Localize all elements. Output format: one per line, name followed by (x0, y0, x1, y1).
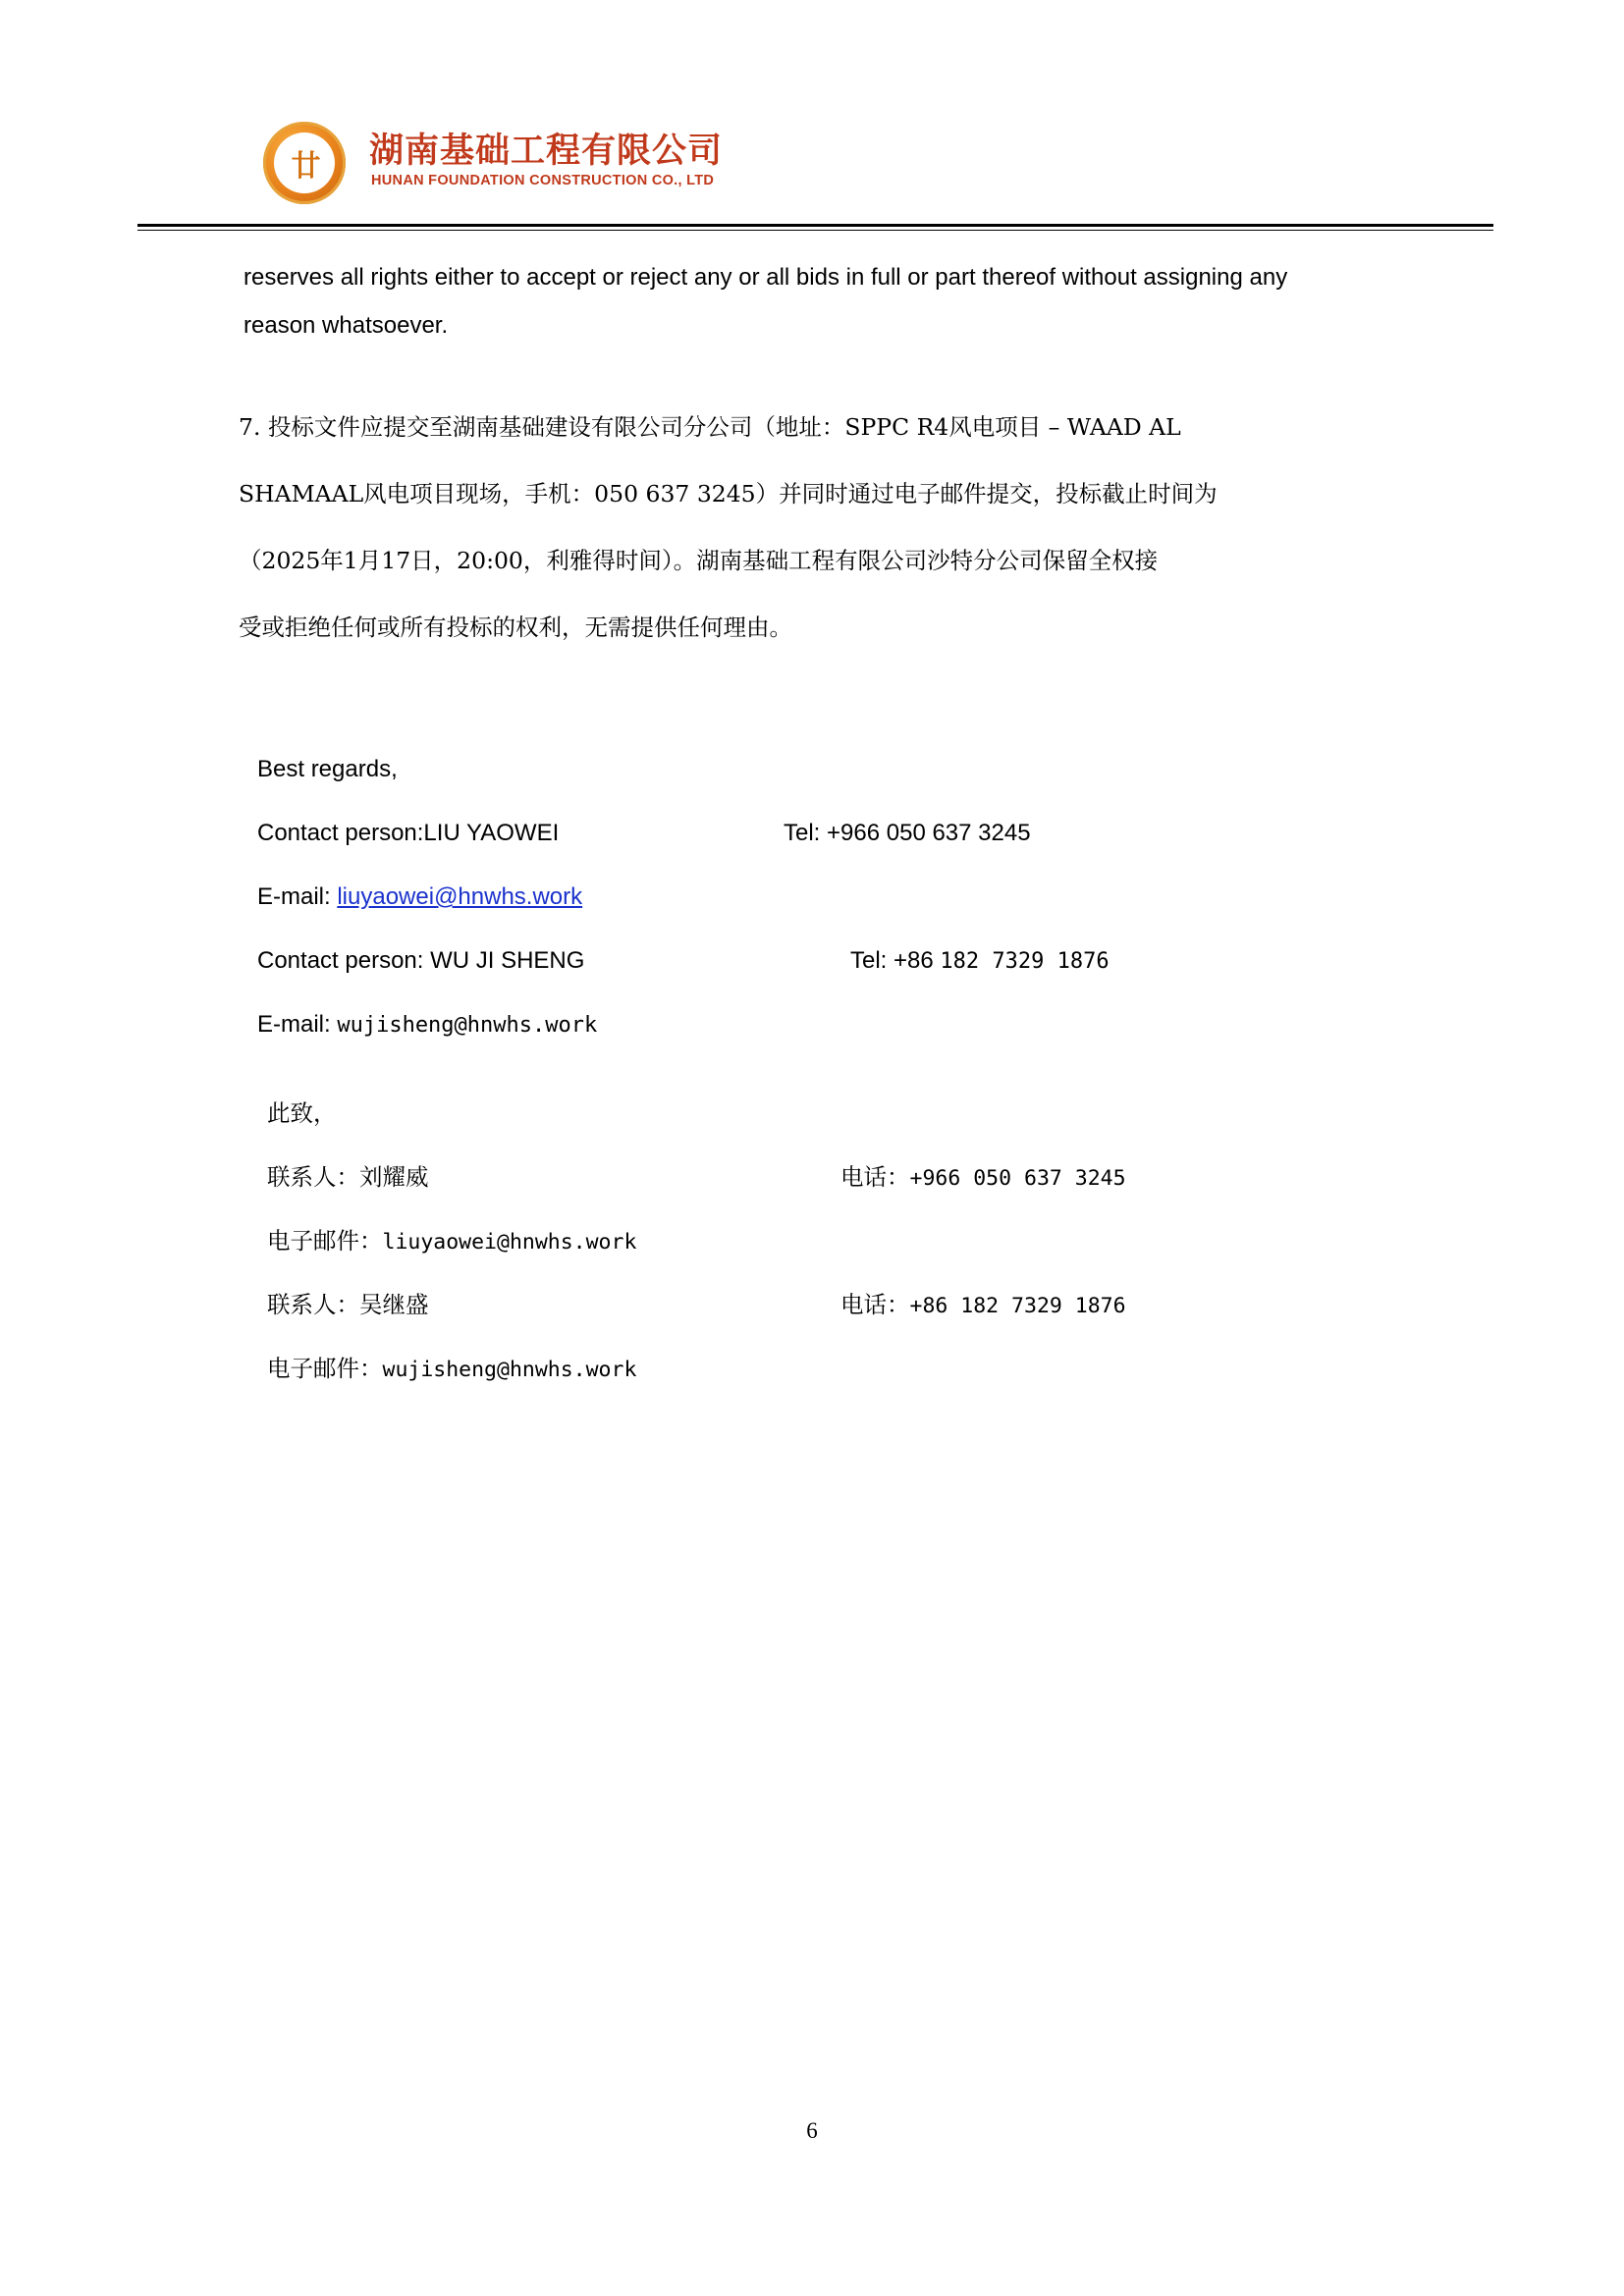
page-number: 6 (806, 2118, 818, 2143)
chinese-email-text-1: liuyaowei@hnwhs.work (382, 1230, 637, 1255)
english-paragraph-continuation: reserves all rights either to accept or reject any or all bids in full or part thereof without assigning any reason whatsoever. (244, 264, 1288, 339)
email-label-1: E-mail: (257, 883, 338, 910)
chinese-contact-person-1: 联系人：刘耀威 (267, 1163, 429, 1191)
chinese-email-label-1: 电子邮件： (267, 1227, 383, 1255)
contact-person-1: Contact person:LIU YAOWEI (257, 820, 560, 846)
contact-person-2-tel-number: 182 7329 1876 (940, 949, 1110, 974)
logo-glyph-icon: 廿 (291, 149, 318, 184)
email-link-liuyaowei[interactable]: liuyaowei@hnwhs.work (337, 883, 583, 910)
email-text-wujisheng: wujisheng@hnwhs.work (337, 1013, 598, 1038)
company-name-english: HUNAN FOUNDATION CONSTRUCTION CO., LTD (371, 173, 715, 188)
contact-person-1-email-row (257, 883, 582, 911)
contact-person-2-email-row (257, 1011, 597, 1039)
header-divider (137, 224, 1493, 227)
chinese-contact-2-tel (840, 1286, 1126, 1319)
letterhead (137, 116, 1492, 224)
chinese-tel-label-1: 电话： (840, 1163, 910, 1191)
chinese-closing: 此致， (267, 1099, 337, 1127)
chinese-contact-person-2: 联系人：吴继盛 (267, 1291, 429, 1318)
contact-person-2-tel-prefix: Tel: +86 (850, 947, 941, 974)
company-logo (263, 122, 348, 206)
company-name-chinese: 湖南基础工程有限公司 (369, 132, 724, 171)
chinese-email-text-2: wujisheng@hnwhs.work (382, 1358, 637, 1382)
chinese-email-label-2: 电子邮件： (267, 1355, 383, 1382)
chinese-paragraph-7-line3: （2025年1月17日，20:00，利雅得时间）。湖南基础工程有限公司沙特分公司保留全权接 (239, 547, 1159, 574)
contact-person-1-tel: Tel: +966 050 637 3245 (784, 820, 1031, 846)
header-divider-thin (137, 230, 1493, 231)
best-regards-line: Best regards, (257, 756, 398, 782)
chinese-tel-number-1: +966 050 637 3245 (909, 1166, 1126, 1191)
chinese-contact-1-email (267, 1222, 636, 1255)
chinese-contact-1-tel (840, 1158, 1126, 1192)
chinese-paragraph-7-line1: 7. 投标文件应提交至湖南基础建设有限公司分公司（地址：SPPC R4风电项目 – WAAD AL (239, 413, 1181, 441)
chinese-paragraph-7-line4: 受或拒绝任何或所有投标的权利，无需提供任何理由。 (239, 614, 792, 641)
chinese-tel-number-2: +86 182 7329 1876 (909, 1294, 1126, 1318)
chinese-paragraph-7-line2: SHAMAAL风电项目现场，手机：050 637 3245）并同时通过电子邮件提交，投标截止时间为 (239, 480, 1218, 507)
chinese-contact-2-email (267, 1350, 636, 1383)
chinese-tel-label-2: 电话： (840, 1291, 910, 1318)
contact-person-2: Contact person: WU JI SHENG (257, 947, 585, 974)
contact-person-2-tel (850, 947, 1110, 975)
email-label-2: E-mail: (257, 1011, 338, 1038)
